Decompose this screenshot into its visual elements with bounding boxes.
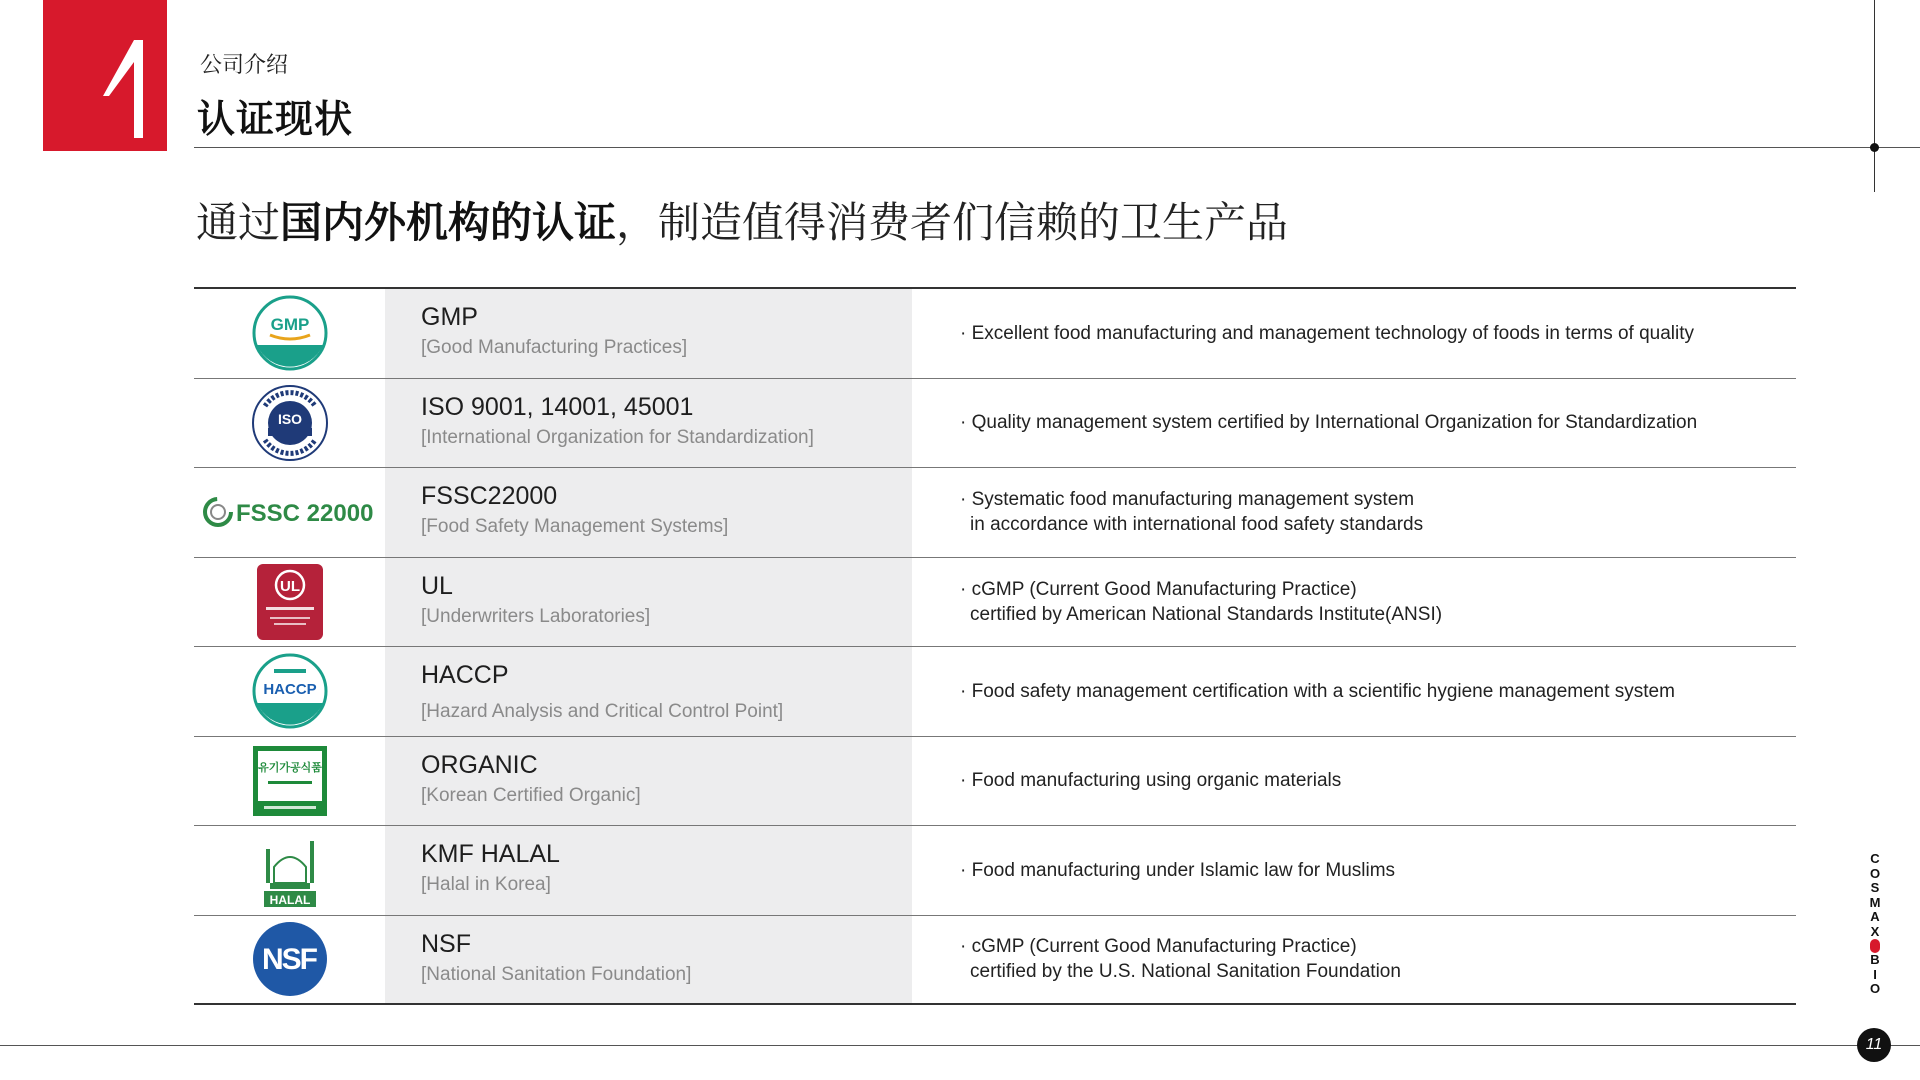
cert-name: HACCP (421, 661, 509, 689)
cert-full-name: [Good Manufacturing Practices] (421, 337, 688, 358)
cert-description (960, 379, 1790, 468)
haccp-logo-icon (252, 653, 328, 729)
logo-cell (194, 737, 385, 826)
header-divider (194, 147, 1920, 148)
brand-letter: X (1870, 923, 1880, 939)
divider-dot (1870, 143, 1879, 152)
brand-letter: O (1869, 981, 1881, 996)
right-vertical-line (1874, 0, 1875, 192)
section-number-block (43, 0, 167, 151)
cert-name: KMF HALAL (421, 840, 560, 868)
desc-line: certified by American National Standards Institute(ANSI) (970, 603, 1443, 625)
desc-line: · cGMP (Current Good Manufacturing Practice) (960, 936, 1357, 958)
ul-logo-icon (256, 563, 324, 641)
fssc-logo-icon (202, 492, 378, 532)
cert-name-cell (385, 826, 912, 915)
svg-text:HACCP: HACCP (262, 681, 317, 699)
desc-line: · Quality management system certified by International Organization for Standardization (960, 412, 1698, 434)
cert-name-cell (385, 468, 912, 557)
brand-letter: C (1870, 851, 1880, 866)
cert-full-name: [Korean Certified Organic] (421, 784, 641, 806)
brand-vertical-logo (1866, 852, 1884, 997)
logo-cell (194, 468, 385, 557)
halal-logo-icon (262, 831, 318, 909)
headline (196, 190, 1288, 250)
logo-cell (194, 647, 385, 736)
section-title: 认证现状 (197, 97, 354, 141)
headline-part1: 通过 (196, 198, 281, 247)
section-number-graphic (43, 0, 167, 151)
desc-line: · Excellent food manufacturing and management technology of foods in terms of quality (960, 322, 1695, 344)
section-label: 公司介绍 (200, 53, 289, 78)
cert-full-name: [National Sanitation Foundation] (421, 963, 692, 985)
table-row (194, 289, 1796, 379)
logo-cell (194, 379, 385, 468)
cert-full-name: [International Organization for Standardization] (421, 426, 814, 448)
cert-description (960, 468, 1790, 557)
iso-logo-icon (251, 384, 329, 462)
desc-line: · Food manufacturing under Islamic law for Muslims (960, 859, 1396, 881)
footer-divider (0, 1045, 1920, 1046)
cert-name: FSSC22000 (421, 482, 558, 510)
cert-full-name: [Underwriters Laboratories] (421, 605, 651, 627)
logo-cell (194, 289, 385, 378)
brand-separator-icon (1870, 939, 1880, 953)
svg-text:GMP: GMP (270, 315, 309, 335)
table-row (194, 558, 1796, 648)
table-row (194, 379, 1796, 469)
desc-line: · cGMP (Current Good Manufacturing Practice) (960, 578, 1357, 600)
cert-name-cell (385, 737, 912, 826)
svg-text:FSSC 22000: FSSC 22000 (235, 500, 373, 528)
cert-full-name: [Food Safety Management Systems] (421, 516, 729, 537)
cert-name-cell (385, 379, 912, 468)
desc-line: · Food manufacturing using organic materials (960, 770, 1342, 792)
desc-line: · Food safety management certification with a scientific hygiene management system (960, 680, 1675, 702)
cert-description (960, 737, 1790, 826)
cert-name: GMP (421, 303, 478, 331)
cert-name-cell (385, 558, 912, 647)
brand-letter: O (1869, 865, 1881, 881)
table-row (194, 826, 1796, 916)
svg-text:HALAL: HALAL (269, 893, 310, 908)
cert-name-cell (385, 289, 912, 378)
brand-letter: I (1873, 966, 1877, 982)
cert-name-cell (385, 916, 912, 1004)
certification-table (194, 287, 1796, 1005)
table-row (194, 647, 1796, 737)
cert-description (960, 647, 1790, 736)
svg-text:NSF: NSF (261, 943, 316, 977)
cert-name: ISO 9001, 14001, 45001 (421, 392, 694, 421)
organic-logo-icon (252, 745, 328, 817)
desc-line: · Systematic food manufacturing management system (960, 489, 1415, 511)
cert-name: UL (421, 571, 453, 600)
svg-text:UL: UL (279, 577, 300, 595)
gmp-logo-icon (252, 295, 328, 371)
nsf-logo-icon (252, 921, 328, 997)
table-row (194, 916, 1796, 1006)
headline-part3: ，制造值得消费者们信赖的卫生产品 (616, 198, 1289, 247)
brand-bottom-text (1866, 953, 1884, 997)
cert-description (960, 289, 1790, 378)
cert-description (960, 916, 1790, 1004)
cert-name: NSF (421, 929, 471, 958)
brand-letter: M (1869, 894, 1881, 910)
cert-description (960, 826, 1790, 915)
cert-full-name: [Hazard Analysis and Critical Control Point] (421, 701, 784, 722)
logo-cell (194, 916, 385, 1004)
page-number: 11 (1857, 1028, 1891, 1062)
desc-line: certified by the U.S. National Sanitation Foundation (970, 961, 1401, 983)
logo-cell (194, 826, 385, 915)
cert-description (960, 558, 1790, 647)
desc-line: in accordance with international food safety standards (970, 514, 1424, 536)
svg-text:ISO: ISO (277, 410, 302, 427)
cert-full-name: [Halal in Korea] (421, 874, 551, 895)
brand-letter: S (1870, 880, 1880, 895)
brand-letter: B (1870, 952, 1880, 967)
headline-bold: 国内外机构的认证 (280, 198, 617, 247)
brand-top-text (1866, 852, 1884, 939)
cert-name: ORGANIC (421, 750, 538, 779)
svg-text:유기가공식품: 유기가공식품 (257, 760, 322, 774)
cert-name-cell (385, 647, 912, 736)
brand-letter: A (1870, 909, 1880, 924)
table-row (194, 737, 1796, 827)
table-row (194, 468, 1796, 558)
logo-cell (194, 558, 385, 647)
